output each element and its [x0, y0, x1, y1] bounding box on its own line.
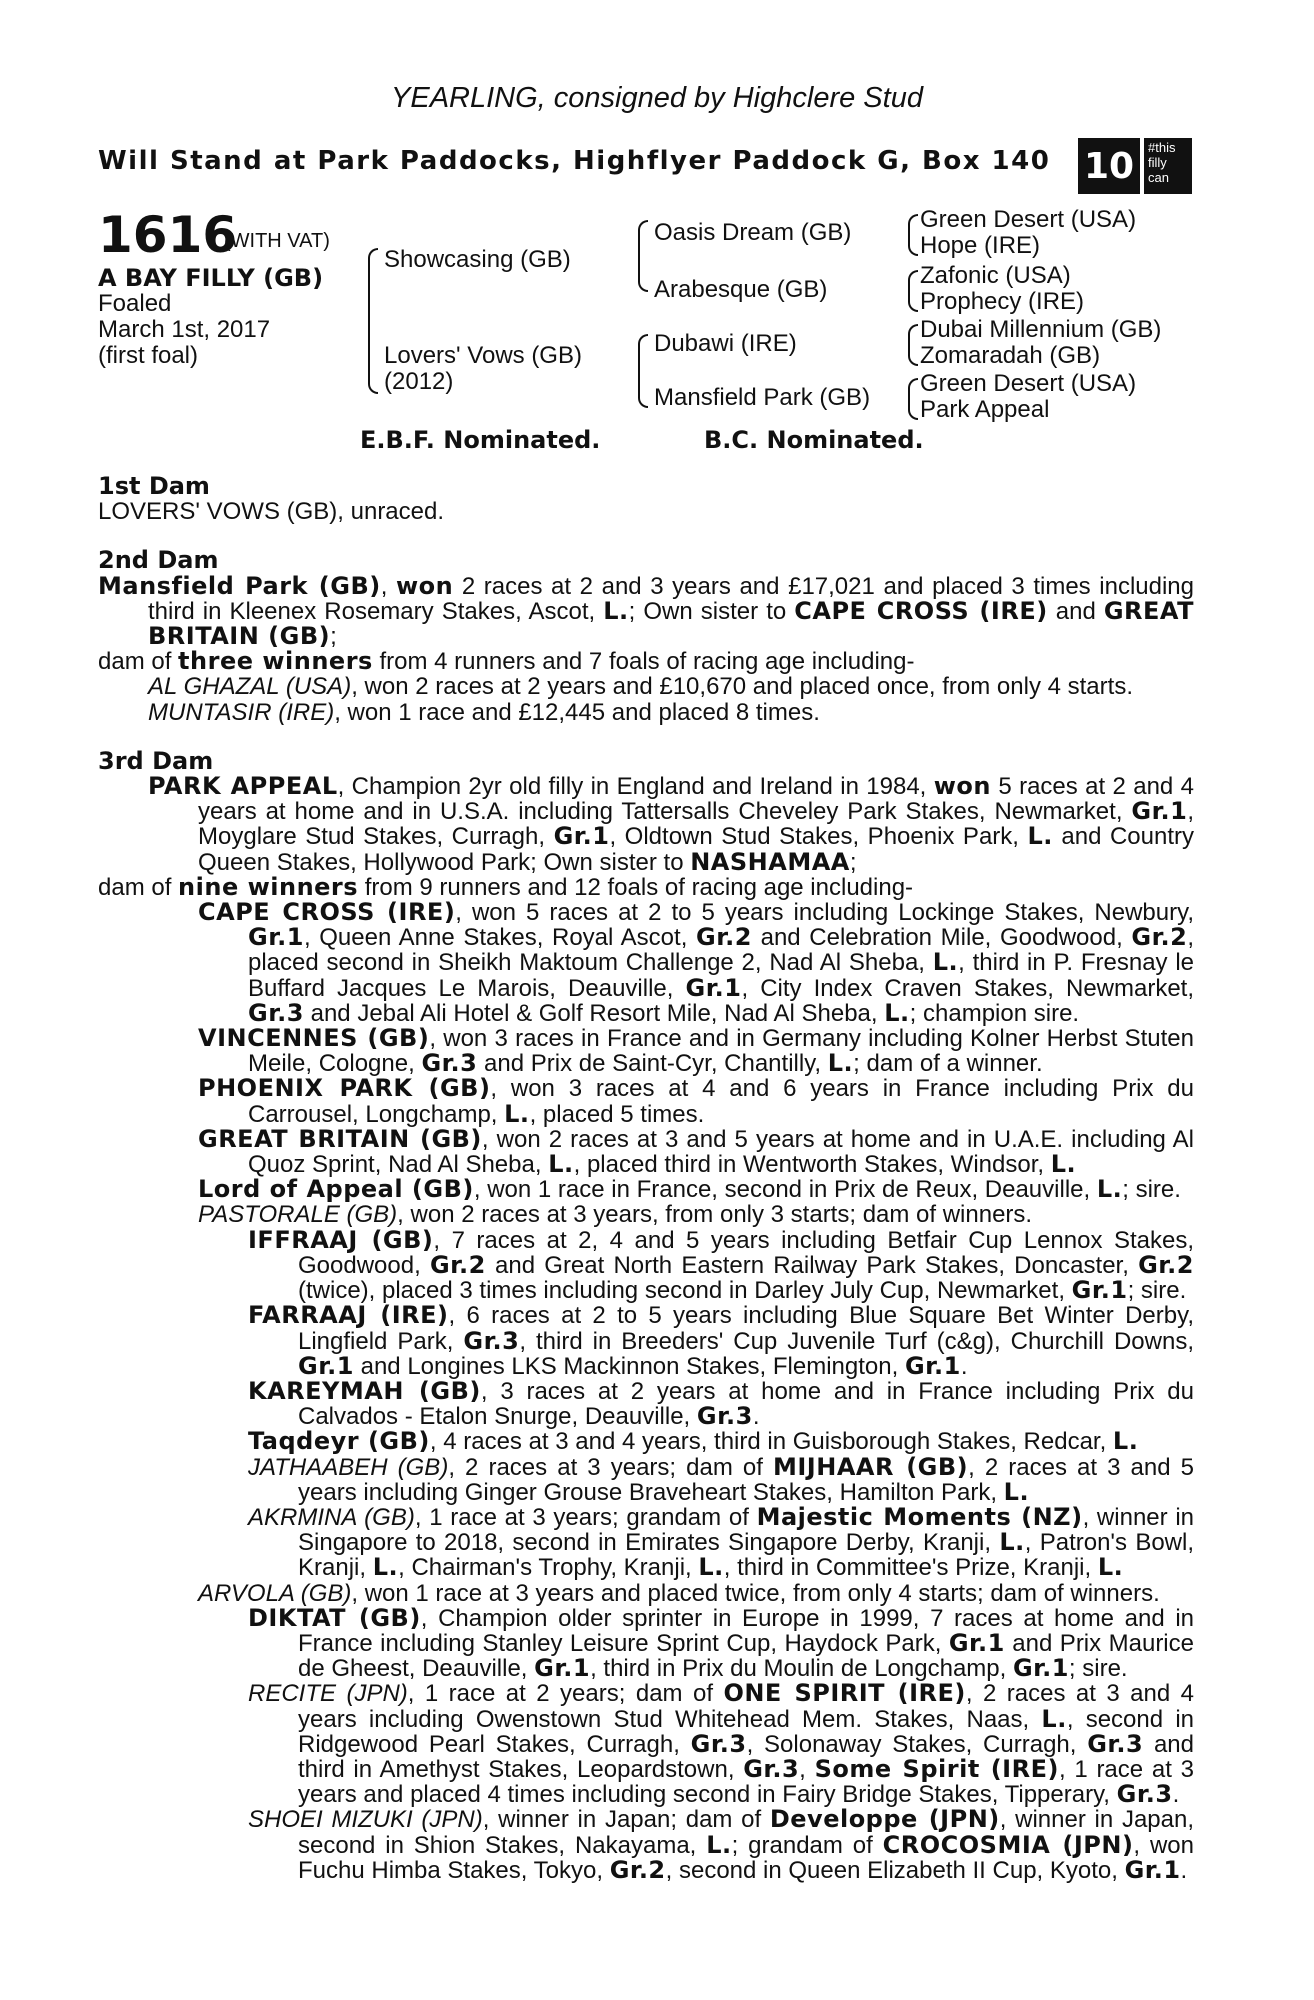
bold-text-run: CAPE CROSS (IRE) — [794, 596, 1048, 625]
text-run: and Country Queen Stakes, Hollywood Park; Own sister to — [198, 823, 1194, 876]
text-run: , Solonaway Stakes, Curragh, — [746, 1730, 1088, 1758]
text-run: , won 2 races at 3 and 5 years at home and in U.A.E. including Al Quoz Sprint, Nad Al Sheba, — [248, 1125, 1194, 1179]
bold-text-run: CROCOSMIA (JPN) — [882, 1830, 1134, 1859]
text-run: and Prix Maurice de Gheest, Deauville, — [298, 1629, 1194, 1683]
text-run: ; — [849, 848, 857, 876]
dam3-paragraph-9 — [98, 1303, 1194, 1379]
bold-text-run: Majestic Moments (NZ) — [756, 1502, 1083, 1531]
text-run: , won Fuchu Himba Stakes, Tokyo, — [298, 1831, 1194, 1884]
bold-text-run: Gr.1 — [298, 1351, 354, 1380]
bold-text-run: Gr.3 — [690, 1729, 747, 1758]
dam3-paragraph-16 — [98, 1681, 1194, 1807]
text-run: ; — [330, 623, 337, 651]
bold-text-run: Mansfield Park (GB) — [98, 571, 381, 600]
text-run: ; sire. — [1068, 1655, 1128, 1683]
family-text — [98, 474, 1194, 1883]
text-run: (twice), placed 3 times including second in Darley July Cup, Newmarket, — [298, 1277, 1072, 1305]
bold-text-run: MIJHAAR (GB) — [772, 1452, 969, 1481]
dam3-paragraph-13 — [98, 1502, 1195, 1582]
dam1-heading: 1st Dam — [98, 472, 210, 500]
dam3-paragraph-0 — [98, 774, 1194, 875]
dam3-paragraph-8 — [98, 1225, 1195, 1305]
text-run: and third in Amethyst Stakes, Leopardstown, — [298, 1730, 1194, 1783]
dam3-paragraph-11 — [98, 1429, 1194, 1454]
text-run: , — [799, 1755, 815, 1783]
bold-text-run: Gr.1 — [534, 1654, 591, 1683]
italic-text-run: JATHAABEH (GB) — [248, 1453, 449, 1481]
text-run: and Prix de Saint-Cyr, Chantilly, — [477, 1050, 828, 1078]
dam2-heading: 2nd Dam — [98, 546, 219, 575]
bold-text-run: L. — [999, 1528, 1025, 1557]
dam-year: (2012) — [384, 368, 454, 395]
text-run: , 6 races at 2 to 5 years including Blue Square Bet Winter Derby, Lingfield Park, — [298, 1302, 1195, 1355]
text-run: , third in Breeders' Cup Juvenile Turf (c&g), Churchill Downs, — [519, 1327, 1194, 1355]
pedigree-brace-3c — [908, 324, 918, 366]
text-run: dam of — [98, 648, 179, 676]
bold-text-run: NASHAMAA — [690, 847, 850, 876]
pedigree-brace-3b — [908, 270, 918, 312]
text-run: , Chairman's Trophy, Kranji, — [398, 1554, 699, 1582]
sire-dam: Arabesque (GB) — [654, 276, 828, 303]
text-run: , placed second in Sheikh Maktoum Challenge 2, Nad Al Sheba, — [248, 924, 1194, 977]
text-run: from 9 runners and 12 foals of racing age including- — [358, 873, 914, 901]
text-run: and Longines LKS Mackinnon Stakes, Flemington, — [353, 1352, 905, 1380]
text-run: , Champion 2yr old filly in England and Ireland in 1984, — [337, 773, 934, 801]
italic-text-run: SHOEI MIZUKI (JPN) — [248, 1806, 483, 1834]
text-run: , won 3 races in France and in Germany including Kolner Herbst Stuten Meile, Cologne, — [248, 1025, 1195, 1078]
text-run: , Oldtown Stud Stakes, Phoenix Park, — [609, 823, 1028, 851]
consignment-header: YEARLING, consigned by Highclere Stud — [391, 82, 923, 114]
bold-text-run: L. — [1096, 1175, 1123, 1204]
text-run: 5 races at 2 and 4 years at home and in U.S.A. including Tattersalls Cheveley Park Stakes, Newmarket, — [198, 773, 1194, 826]
dam3-paragraph-12 — [98, 1452, 1195, 1506]
text-run: ; grandam of — [731, 1831, 883, 1859]
dam3-paragraph-15 — [98, 1603, 1195, 1683]
bold-text-run: L. — [932, 948, 959, 977]
dam3-paragraph-5 — [98, 1124, 1194, 1179]
bc-nominated: B.C. Nominated. — [704, 426, 924, 454]
ssd: Hope (IRE) — [920, 232, 1041, 259]
sss: Green Desert (USA) — [920, 206, 1137, 233]
dam1-text: LOVERS' VOWS (GB), unraced. — [98, 498, 445, 526]
text-run: , won 2 races at 3 years, from only 3 starts; dam of winners. — [397, 1201, 1033, 1229]
text-run: , City Index Craven Stakes, Newmarket, — [741, 974, 1195, 1002]
text-run: , Patron's Bowl, Kranji, — [298, 1529, 1195, 1582]
bold-text-run: Some Spirit (IRE) — [814, 1754, 1059, 1783]
italic-text-run: PASTORALE (GB) — [198, 1201, 398, 1229]
text-run: . — [752, 1403, 760, 1431]
text-run: , Champion older sprinter in Europe in 1999, 7 races at home and in France including Stanley Leisure Sprint Cup, Haydock Park, — [298, 1604, 1195, 1657]
text-run: dam of — [98, 873, 179, 901]
pedigree-brace-2b — [638, 334, 648, 408]
sire-sire: Oasis Dream (GB) — [654, 219, 852, 246]
text-run: , third in P. Fresnay le Buffard Jacques Le Marois, Deauville, — [248, 949, 1194, 1002]
bold-text-run: ONE SPIRIT (IRE) — [723, 1679, 966, 1708]
ten-logo: 10 — [1078, 138, 1140, 194]
text-run: from 4 runners and 7 foals of racing age including- — [372, 648, 915, 676]
text-run: , winner in Japan; dam of — [482, 1806, 770, 1834]
bold-text-run: Gr.2 — [609, 1855, 666, 1884]
text-run: , Queen Anne Stakes, Royal Ascot, — [303, 924, 697, 952]
bold-text-run: L. — [372, 1553, 399, 1582]
text-run: and Great North Eastern Railway Park Stakes, Doncaster, — [485, 1251, 1139, 1279]
bold-text-run: VINCENNES (GB) — [198, 1024, 430, 1053]
lot-name: A BAY FILLY (GB) — [98, 264, 324, 292]
lot-number: 1616 — [98, 206, 238, 264]
dam2-produce-line — [98, 649, 1194, 674]
bold-text-run: Gr.3 — [696, 1402, 753, 1431]
bold-text-run: KAREYMAH (GB) — [248, 1376, 481, 1405]
bold-text-run: Lord of Appeal (GB) — [198, 1175, 474, 1204]
bold-text-run: Gr.1 — [1012, 1654, 1069, 1683]
bold-text-run: PARK APPEAL — [148, 772, 338, 801]
bold-text-run: Gr.3 — [1087, 1729, 1144, 1758]
bold-text-run: Gr.1 — [553, 822, 610, 851]
dam3-paragraph-1 — [98, 872, 1194, 901]
bold-text-run: GREAT BRITAIN (GB) — [148, 596, 1195, 651]
vat-note: (WITH VAT) — [224, 230, 330, 252]
bold-text-run: Gr.2 — [429, 1250, 486, 1279]
dam2-foal-2 — [98, 700, 1194, 725]
bold-text-run: three winners — [178, 647, 373, 676]
bold-text-run: Developpe (JPN) — [769, 1805, 1000, 1834]
ebf-nominated: E.B.F. Nominated. — [360, 426, 601, 454]
bold-text-run: Gr.1 — [1071, 1276, 1128, 1305]
text-run: and Jebal Ali Hotel & Golf Resort Mile, Nad Al Sheba, — [303, 999, 885, 1027]
text-run: ; Own sister to — [628, 597, 795, 625]
italic-text-run: AKRMINA (GB) — [248, 1503, 415, 1531]
text-run: , — [380, 572, 396, 600]
bold-text-run: IFFRAAJ (GB) — [248, 1225, 434, 1254]
text-run: . — [1180, 1856, 1188, 1884]
bold-text-run: L. — [1050, 1150, 1077, 1179]
bold-text-run: Gr.3 — [421, 1049, 478, 1078]
text-run: , won 3 races at 4 and 6 years in France including Prix du Carrousel, Longchamp, — [248, 1075, 1194, 1128]
bold-text-run: L. — [1003, 1477, 1030, 1506]
dss: Dubai Millennium (GB) — [920, 316, 1162, 343]
text-run: ; dam of a winner. — [853, 1050, 1043, 1078]
text-run: 2 races at 2 and 3 years and £17,021 and placed 3 times including third in Kleenex Rosemary Stakes, Ascot, — [148, 572, 1194, 625]
sire: Showcasing (GB) — [384, 246, 571, 273]
text-run: , 3 races at 2 years at home and in France including Prix du Calvados - Etalon Snurge, Deauville, — [298, 1377, 1194, 1431]
dam-sire: Dubawi (IRE) — [654, 330, 797, 357]
text-run: , 7 races at 2, 4 and 5 years including Betfair Cup Lennox Stakes, Goodwood, — [298, 1226, 1195, 1279]
text-run: , 2 races at 3 and 5 years including Ginger Grouse Braveheart Stakes, Hamilton Park, — [298, 1453, 1195, 1506]
text-run: , won 1 race and £12,445 and placed 8 times. — [334, 698, 820, 726]
sds: Zafonic (USA) — [920, 262, 1071, 289]
text-run: , 1 race at 3 years and placed 4 times including second in Fairy Bridge Stakes, Tipperary, — [298, 1755, 1194, 1809]
text-run: , 1 race at 3 years; grandam of — [414, 1503, 757, 1531]
first-foal-note: (first foal) — [98, 342, 199, 369]
text-run: , placed third in Wentworth Stakes, Windsor, — [573, 1151, 1051, 1179]
text-run: , 4 races at 3 and 4 years, third in Guisborough Stakes, Redcar, — [429, 1428, 1113, 1456]
text-run: , won 1 race at 3 years and placed twice, from only 4 starts; dam of winners. — [351, 1579, 1160, 1607]
dam3-paragraph-10 — [98, 1376, 1194, 1431]
text-run: and Celebration Mile, Goodwood, — [751, 924, 1132, 952]
bold-text-run: Gr.1 — [1131, 797, 1188, 826]
dam2-summary — [98, 571, 1195, 651]
dam3-paragraph-17 — [98, 1807, 1194, 1883]
foaled-label: Foaled — [98, 290, 172, 317]
bold-text-run: L. — [603, 596, 629, 625]
bold-text-run: Gr.1 — [904, 1351, 961, 1380]
bold-text-run: Gr.3 — [463, 1326, 520, 1355]
dam-dam: Mansfield Park (GB) — [654, 384, 871, 411]
bold-text-run: L. — [1041, 1704, 1067, 1733]
bold-text-run: CAPE CROSS (IRE) — [198, 898, 456, 927]
dam3-paragraph-14 — [98, 1581, 1194, 1606]
stand-location: Will Stand at Park Paddocks, Highflyer Paddock G, Box 140 — [98, 146, 1051, 176]
text-run: , Moyglare Stud Stakes, Curragh, — [198, 798, 1194, 851]
pedigree-brace-1 — [368, 248, 378, 394]
bold-text-run: won — [933, 772, 991, 801]
bold-text-run: L. — [698, 1553, 724, 1582]
text-run: ; sire. — [1127, 1277, 1187, 1305]
bold-text-run: Gr.3 — [1116, 1780, 1173, 1809]
italic-text-run: ARVOLA (GB) — [198, 1579, 352, 1607]
bold-text-run: Gr.1 — [248, 923, 304, 952]
text-run: ; champion sire. — [909, 999, 1080, 1027]
bold-text-run: L. — [827, 1049, 854, 1078]
text-run: , third in Prix du Moulin de Longchamp, — [590, 1655, 1013, 1683]
bold-text-run: FARRAAJ (IRE) — [248, 1301, 449, 1330]
bold-text-run: Taqdeyr (GB) — [248, 1427, 430, 1456]
bold-text-run: L. — [548, 1150, 574, 1179]
dam3-paragraph-7 — [98, 1202, 1194, 1227]
pedigree-brace-3a — [908, 214, 918, 256]
bold-text-run: Gr.2 — [1131, 923, 1188, 952]
italic-text-run: MUNTASIR (IRE) — [148, 698, 335, 726]
bold-text-run: GREAT BRITAIN (GB) — [198, 1124, 482, 1153]
tattersalls-logo — [1078, 138, 1192, 194]
text-run: ; sire. — [1122, 1176, 1181, 1204]
bold-text-run: L. — [1027, 822, 1053, 851]
bold-text-run: DIKTAT (GB) — [248, 1603, 421, 1632]
dam3-paragraph-3 — [98, 1026, 1194, 1076]
text-run: , winner in Japan, second in Shion Stakes, Nakayama, — [298, 1806, 1195, 1859]
this-filly-can-logo: #this filly can — [1144, 138, 1192, 194]
bold-text-run: L. — [1112, 1427, 1139, 1456]
bold-text-run: L. — [706, 1830, 732, 1859]
bold-text-run: Gr.3 — [248, 998, 304, 1027]
text-run: , second in Queen Elizabeth II Cup, Kyoto, — [665, 1856, 1125, 1884]
bold-text-run: Gr.2 — [1138, 1250, 1194, 1279]
dds: Green Desert (USA) — [920, 370, 1137, 397]
dam3-paragraph-4 — [98, 1076, 1194, 1126]
text-run: and — [1047, 597, 1104, 625]
pedigree-brace-3d — [908, 378, 918, 420]
text-run: , 2 races at 3 years; dam of — [448, 1453, 773, 1481]
pedigree-brace-2a — [638, 220, 648, 292]
italic-text-run: RECITE (JPN) — [248, 1680, 408, 1708]
text-run: , 1 race at 2 years; dam of — [407, 1680, 724, 1708]
text-run: , third in Committee's Prize, Kranji, — [723, 1554, 1098, 1582]
dam3-paragraph-6 — [98, 1177, 1194, 1202]
text-run: , placed 5 times. — [529, 1100, 705, 1128]
bold-text-run: Gr.1 — [948, 1628, 1005, 1657]
text-run: , second in Ridgewood Pearl Stakes, Curragh, — [298, 1705, 1195, 1758]
text-run: , won 5 races at 2 to 5 years including Lockinge Stakes, Newbury, — [455, 899, 1194, 927]
dam3-paragraphs — [98, 774, 1194, 1883]
sdd: Prophecy (IRE) — [920, 288, 1085, 315]
bold-text-run: Gr.1 — [685, 973, 742, 1002]
text-run: . — [1172, 1781, 1180, 1809]
bold-text-run: Gr.2 — [696, 923, 752, 952]
text-run: . — [960, 1352, 968, 1380]
dsd: Zomaradah (GB) — [920, 342, 1101, 369]
ddd: Park Appeal — [920, 396, 1050, 423]
bold-text-run: Gr.1 — [1124, 1855, 1181, 1884]
text-run: , winner in Singapore to 2018, second in Emirates Singapore Derby, Kranji, — [298, 1503, 1195, 1557]
bold-text-run: nine winners — [178, 872, 359, 901]
foaled-date: March 1st, 2017 — [98, 316, 271, 343]
dam2-foal-1 — [98, 674, 1194, 699]
bold-text-run: won — [396, 571, 454, 600]
italic-text-run: AL GHAZAL (USA) — [148, 673, 352, 701]
bold-text-run: L. — [884, 998, 910, 1027]
text-run: , won 2 races at 2 years and £10,670 and placed once, from only 4 starts. — [351, 673, 1133, 701]
dam: Lovers' Vows (GB) — [384, 342, 582, 369]
bold-text-run: PHOENIX PARK (GB) — [198, 1074, 491, 1103]
dam3-paragraph-2 — [98, 900, 1194, 1026]
bold-text-run: Gr.3 — [743, 1754, 800, 1783]
bold-text-run: L. — [504, 1099, 530, 1128]
bold-text-run: L. — [1097, 1553, 1124, 1582]
dam3-heading: 3rd Dam — [98, 746, 214, 775]
text-run: , 2 races at 3 and 4 years including Owenstown Stud Whitehead Mem. Stakes, Naas, — [298, 1680, 1195, 1733]
text-run: , won 1 race in France, second in Prix de Reux, Deauville, — [473, 1176, 1097, 1204]
